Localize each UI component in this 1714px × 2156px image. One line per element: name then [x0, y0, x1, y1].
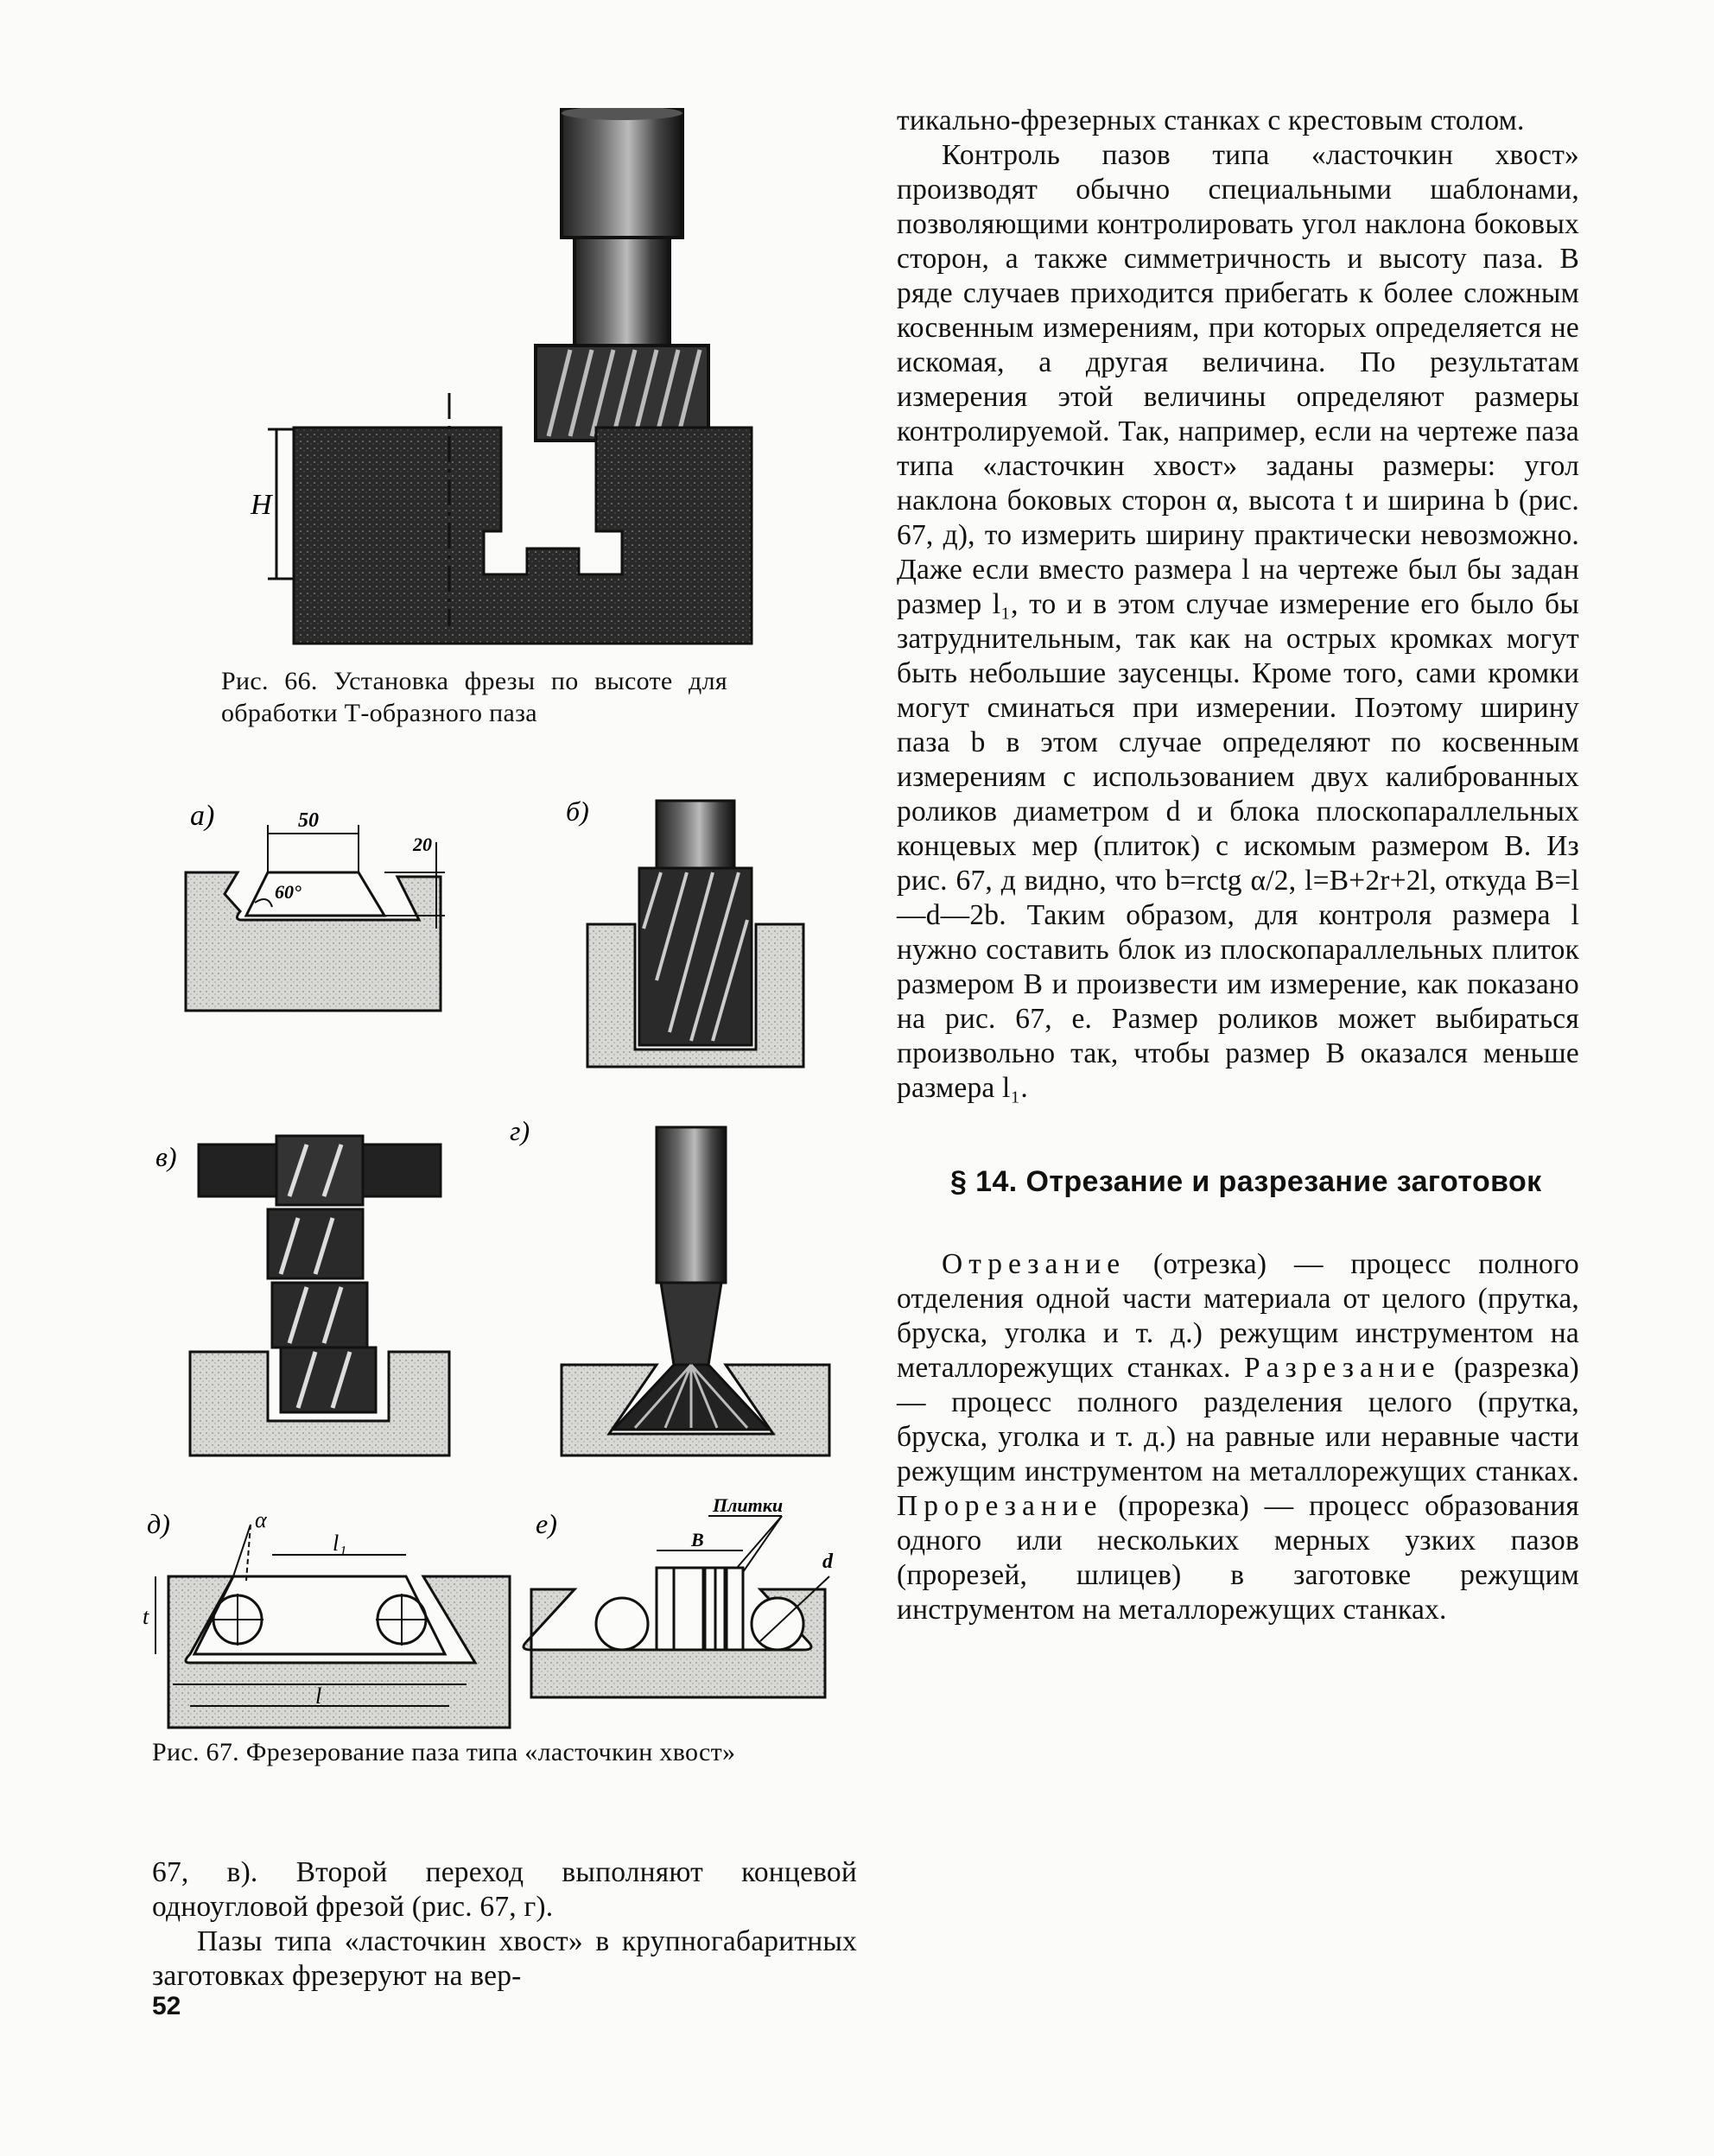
fig67-e-b: В [691, 1529, 704, 1550]
fig67-d-l1: l₁ [333, 1531, 347, 1556]
definition-otrezanie: (отрезка) — процесс полного отделения одной части материала от целого (прутка, бруска, уголка и т. д.) режущим инструментом на металлорежущих станках. [897, 1248, 1579, 1384]
fig67-a-depth: 20 [413, 834, 432, 855]
figure-66-caption: Рис. 66. Установка фрезы по высоте для обработки Т-образного паза [221, 667, 727, 727]
fig67-a-width: 50 [298, 809, 319, 832]
figure-67 [138, 790, 855, 1741]
figure-67-caption: Рис. 67. Фрезерование паза типа «ласточкин хвост» [152, 1738, 736, 1766]
fig67-g-label: г) [510, 1115, 530, 1146]
fig67-d-l: l [315, 1684, 322, 1709]
fig67-e-plitki: Плитки [713, 1494, 784, 1516]
right-paragraph-1: тикально-фрезерных станках с крестовым столом. [897, 105, 1525, 136]
term-razrezanie: Разрезание [1244, 1352, 1441, 1384]
term-prorezanie: Прорезание [897, 1490, 1103, 1522]
definition-razrezanie: (разрезка) — процесс полного разделения целого (прутка, бруска, уголка и т. д.) на равные или неравные части режущим инструментом на металлорежущих станках. [897, 1352, 1580, 1487]
fig67-e-d: d [822, 1550, 833, 1573]
label-h: H [251, 489, 272, 521]
fig67-d-label: д) [147, 1508, 170, 1539]
right-column-text [897, 104, 1579, 1627]
fig67-d-t: t [143, 1604, 149, 1629]
left-paragraph-1: 67, в). Второй переход выполняют концевой одноугловой фрезой (рис. 67, г). [152, 1856, 857, 1923]
figure-66 [251, 108, 786, 661]
term-otrezanie: Отрезание [942, 1248, 1127, 1280]
left-paragraph-2: Пазы типа «ласточкин хвост» в крупногабаритных заготовках фрезеруют на вер- [152, 1925, 857, 1992]
fig67-a-angle: 60° [275, 881, 302, 903]
fig67-a-label: а) [190, 800, 215, 832]
section-heading: § 14. Отрезание и разрезание заготовок [950, 1165, 1542, 1198]
right-paragraph-2: Контроль пазов типа «ласточкин хвост» производят обычно специальными шаблонами, позволяющими контролировать угол наклона боковых сторон, а также симметричность и высоту паза. В ряде случаев приходится прибегать к более сложным косвенным измерениям, при которых определяется не искомая, а другая величина. По результатам измерения этой величины определяют размеры контролируемой. Так, например, если на чертеже паза типа «ласточкин хвост» заданы размеры: угол наклона боковых сторон α, высота t и ширина b (рис. 67, д), то измерить ширину практически невозможно. Даже если вместо размера l на чертеже был бы задан размер l₁, то и в этом случае измерение его было бы затруднительным, так как на острых кромках могут быть небольшие заусенцы. Кроме того, сами кромки могут сминаться при измерении. Поэтому ширину паза b в этом случае определяют по косвенным измерениям с использованием двух калиброванных роликов диаметром d и блока плоскопараллельных концевых мер (плиток) с искомым размером B. Из рис. 67, д видно, что b=rctg α/2, l=B+2r+2l, откуда B=l—d—2b. Таким образом, для контроля размера l нужно составить блок из плоскопараллельных плиток размером B и произвести им измерение, как показано на рис. 67, е. Размер роликов может выбираться произвольно так, чтобы размер B оказался меньше размера l₁. [897, 139, 1579, 1104]
fig67-d-alpha: α [255, 1507, 267, 1532]
definition-prorezanie: (прорезка) — процесс образования одного или нескольких мерных узких пазов (прорезей, шлицев) в заготовке режущим инструментом на металлорежущих станках. [897, 1490, 1579, 1626]
page-number: 52 [152, 1992, 181, 2020]
right-paragraph-3 [897, 1247, 1579, 1627]
fig67-v-label: в) [156, 1141, 177, 1172]
left-column-text [152, 1855, 857, 1994]
fig67-b-label: б) [566, 796, 589, 827]
fig67-e-label: е) [536, 1508, 557, 1539]
